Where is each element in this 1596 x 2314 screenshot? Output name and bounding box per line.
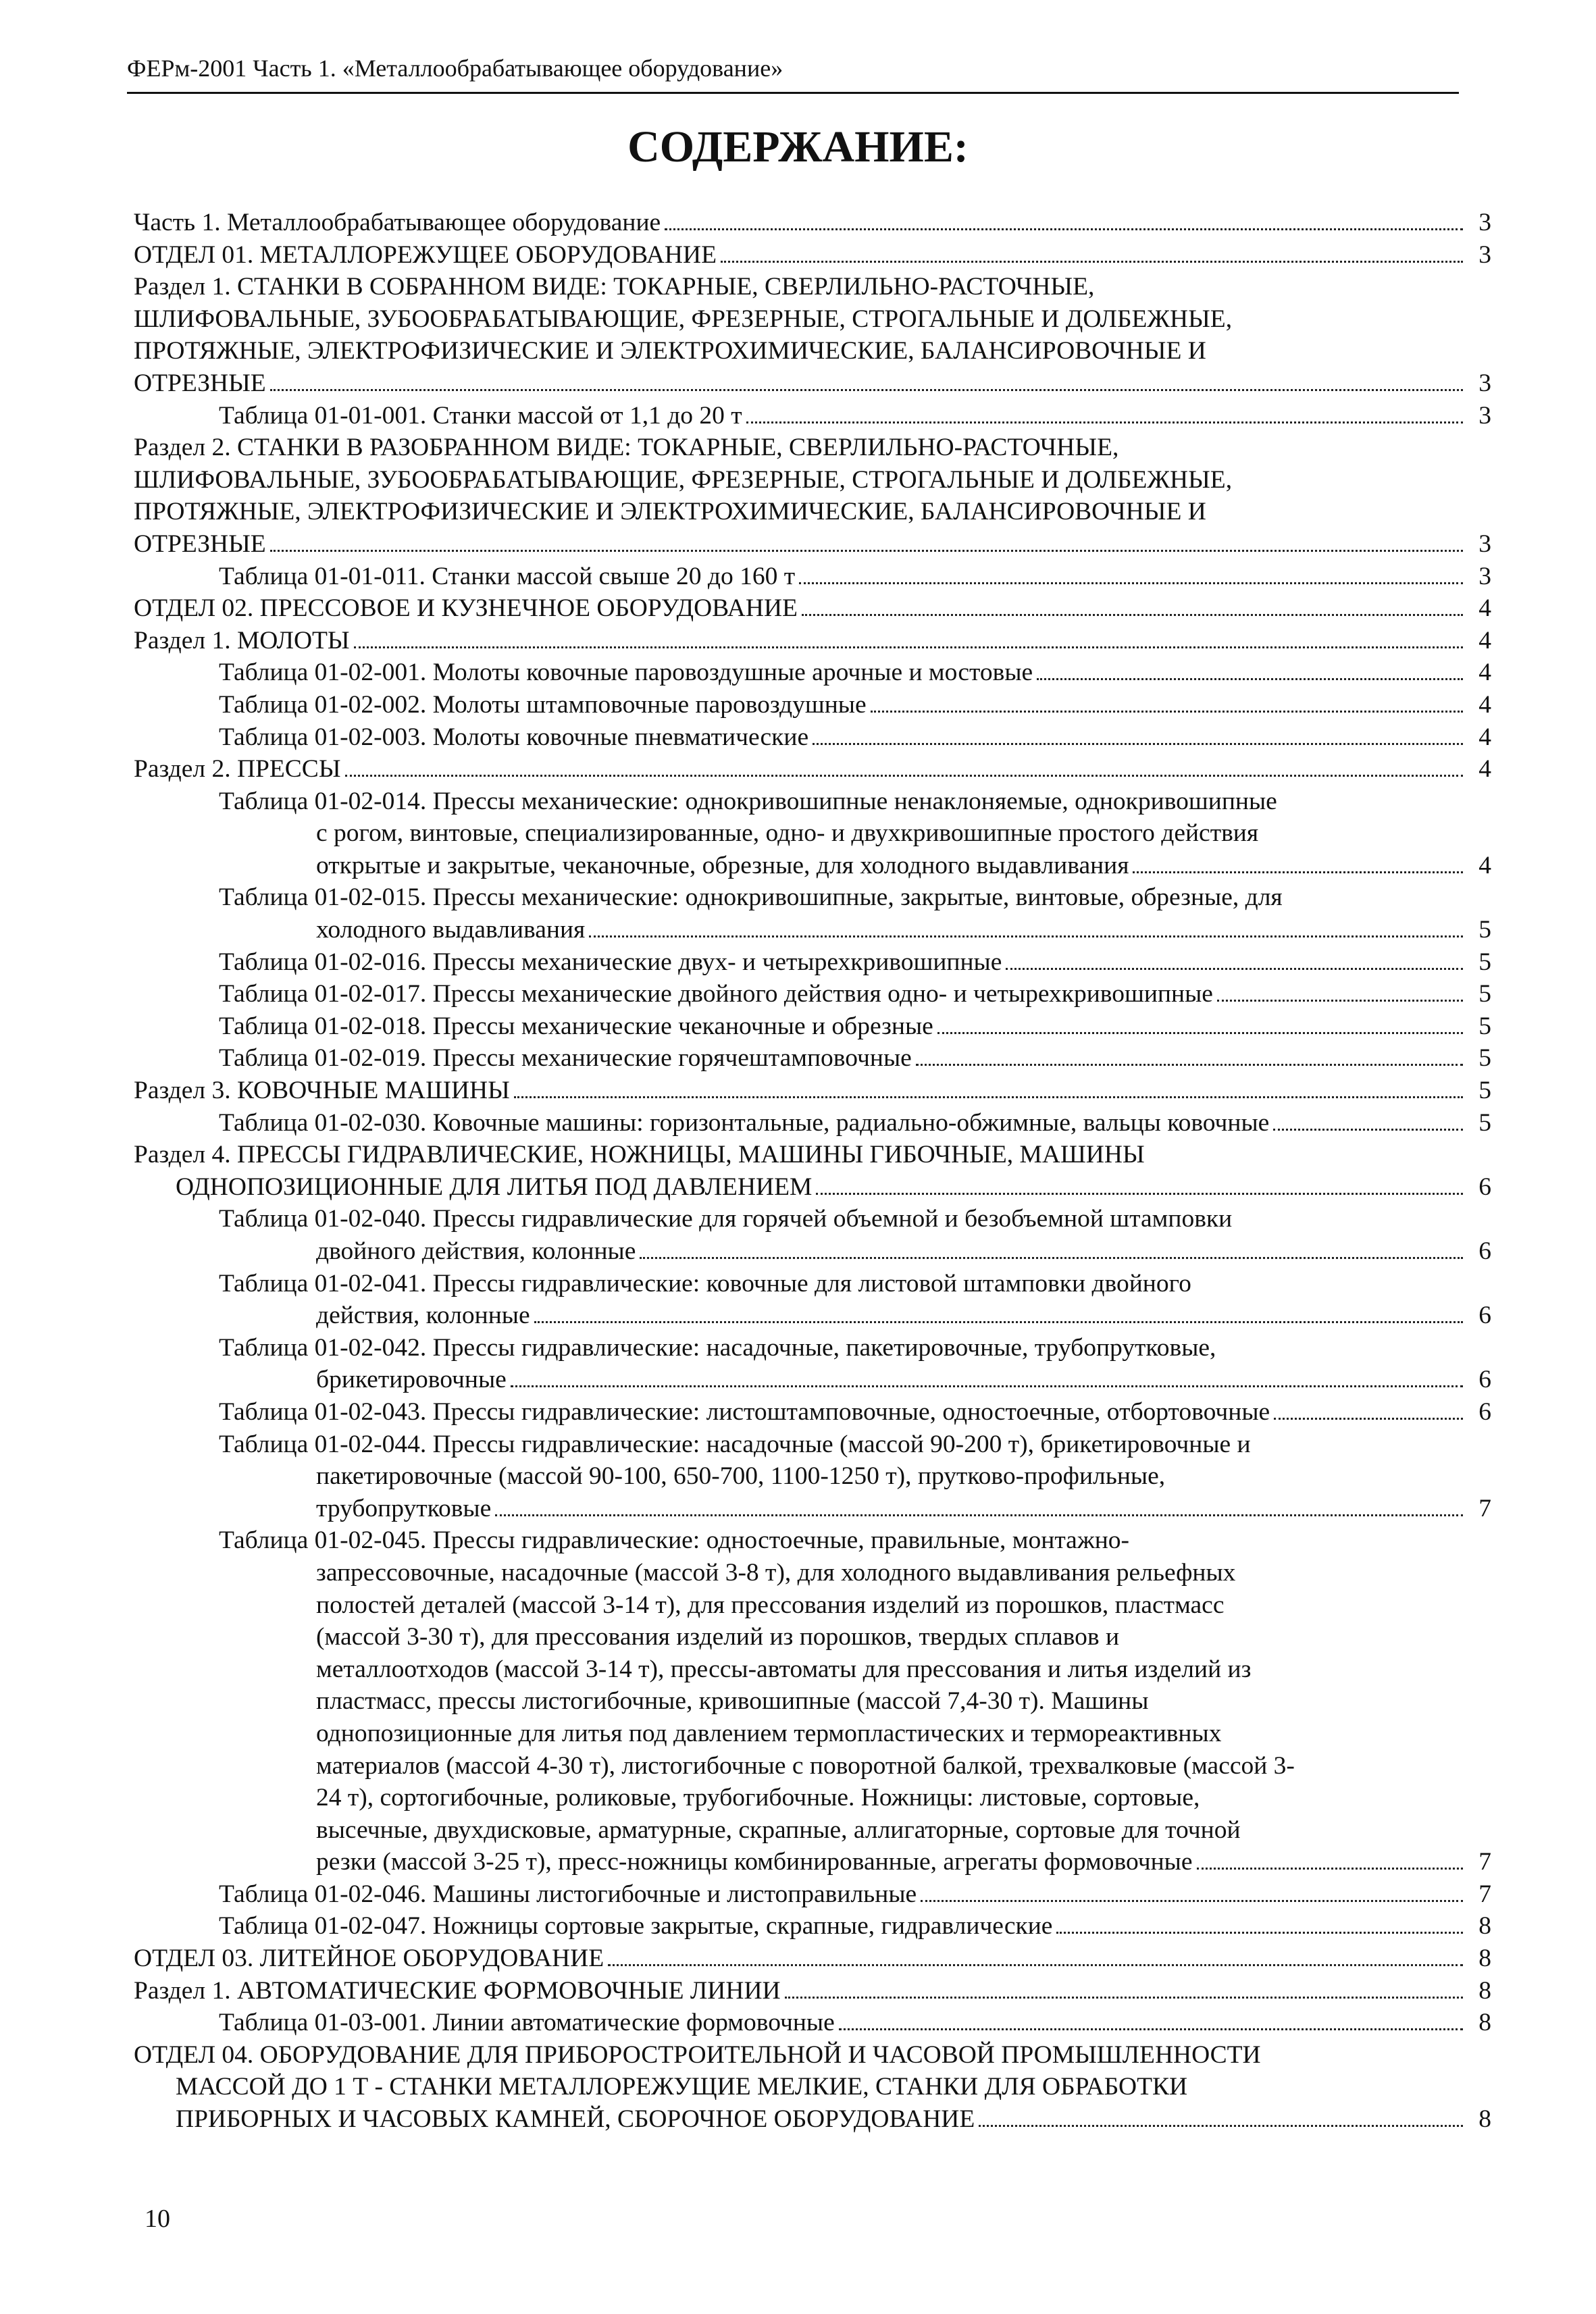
toc-entry-text-line: Раздел 1. СТАНКИ В СОБРАННОМ ВИДЕ: ТОКАРНЫЕ, СВЕРЛИЛЬНО-РАСТОЧНЫЕ, <box>134 273 1095 301</box>
toc-page-number: 3 <box>1478 240 1491 269</box>
toc-page-number: 5 <box>1478 980 1491 1008</box>
toc-page-number: 3 <box>1478 209 1491 236</box>
toc-page-number: 7 <box>1478 1880 1491 1908</box>
toc-page-number: 7 <box>1478 1848 1491 1876</box>
toc-entry-text-line: открытые и закрытые, чеканочные, обрезные, для холодного выдавливания <box>316 851 1129 879</box>
toc-page-number: 4 <box>1478 851 1491 879</box>
toc-entry-text-line: Раздел 2. ПРЕССЫ <box>134 755 341 783</box>
toc-entry-text-line: ОТРЕЗНЫЕ <box>134 530 266 558</box>
toc-table-entry[interactable] <box>219 1203 1491 1267</box>
toc-table-entry[interactable] <box>219 657 1491 689</box>
toc-entry-text-line: с рогом, винтовые, специализированные, одно- и двухкривошипные простого действия <box>316 819 1259 848</box>
toc-entry-text-line: Таблица 01-02-001. Молоты ковочные паровоздушные арочные и мостовые <box>219 659 1033 687</box>
toc-page-number: 3 <box>1478 369 1491 397</box>
toc-entry-text-line: Таблица 01-02-015. Прессы механические: однокривошипные, закрытые, винтовые, обрезные, для <box>219 883 1283 912</box>
toc-page-number: 4 <box>1478 723 1491 751</box>
toc-title: СОДЕРЖАНИЕ: <box>627 122 969 172</box>
dot-leader <box>354 630 1463 648</box>
dot-leader <box>802 598 1463 616</box>
dot-leader <box>1006 952 1463 969</box>
dot-leader <box>746 405 1463 423</box>
toc-entry-text-line: однопозиционные для литья под давлением термопластических и термореактивных <box>316 1719 1222 1747</box>
toc-page-number: 5 <box>1478 916 1491 944</box>
toc-page-number: 4 <box>1478 690 1491 719</box>
toc-page-number: 8 <box>1478 1912 1491 1940</box>
toc-page-number: 3 <box>1478 530 1491 558</box>
dot-leader <box>816 1177 1463 1195</box>
dot-leader <box>916 1048 1463 1066</box>
toc-table-entry[interactable] <box>219 1268 1491 1332</box>
toc-entry-text-line: Раздел 1. МОЛОТЫ <box>134 626 350 654</box>
toc-page-number: 6 <box>1478 1397 1491 1426</box>
toc-entry-text-line: Таблица 01-02-017. Прессы механические двойного действия одно- и четырехкривошипные <box>219 980 1213 1008</box>
toc-entry-text-line: ОТДЕЛ 03. ЛИТЕЙНОЕ ОБОРУДОВАНИЕ <box>134 1945 604 1973</box>
dot-leader <box>813 727 1463 744</box>
toc-table-entry[interactable] <box>219 1107 1491 1139</box>
dot-leader <box>979 2109 1463 2127</box>
toc-page-number: 4 <box>1478 626 1491 654</box>
toc-entry-text-line: Раздел 1. АВТОМАТИЧЕСКИЕ ФОРМОВОЧНЫЕ ЛИНИИ <box>134 1976 781 2005</box>
toc-table-entry[interactable] <box>219 1332 1491 1396</box>
toc-table-entry[interactable] <box>219 946 1491 979</box>
toc-entry-text-line: Таблица 01-01-011. Станки массой свыше 20 до 160 т <box>219 562 796 590</box>
toc-page-number: 4 <box>1478 594 1491 623</box>
toc-entry-text-line: ПРОТЯЖНЫЕ, ЭЛЕКТРОФИЗИЧЕСКИЕ И ЭЛЕКТРОХИМИЧЕСКИЕ, БАЛАНСИРОВОЧНЫЕ И <box>134 337 1206 365</box>
toc-entry-text-line: пакетировочные (массой 90-100, 650-700, 1100-1250 т), прутково-профильные, <box>316 1462 1166 1491</box>
toc-entry-text-line: Таблица 01-03-001. Линии автоматические формовочные <box>219 2009 835 2037</box>
toc-page-number: 8 <box>1478 2105 1491 2134</box>
toc-table-entry[interactable] <box>219 1429 1491 1525</box>
toc-entry-text-line: Таблица 01-02-018. Прессы механические чеканочные и обрезные <box>219 1012 933 1040</box>
toc-entry-text-line: Таблица 01-02-003. Молоты ковочные пневматические <box>219 723 809 751</box>
dot-leader <box>511 1370 1463 1387</box>
toc-entry-text-line: Раздел 3. КОВОЧНЫЕ МАШИНЫ <box>134 1077 510 1105</box>
toc-entry-text-line: Таблица 01-02-042. Прессы гидравлические: насадочные, пакетировочные, трубопрутковые, <box>219 1333 1216 1362</box>
toc-entry-text-line: холодного выдавливания <box>316 916 586 944</box>
dot-leader <box>839 2013 1463 2030</box>
toc-page-number: 5 <box>1478 1077 1491 1105</box>
toc-entry-text-line: резки (массой 3-25 т), пресс-ножницы комбинированные, агрегаты формовочные <box>316 1848 1193 1876</box>
toc-entry-text-line: Таблица 01-02-016. Прессы механические двух- и четырехкривошипные <box>219 948 1002 976</box>
toc-page-number: 3 <box>1478 562 1491 590</box>
toc-page-number: 6 <box>1478 1237 1491 1265</box>
toc-section-entry[interactable] <box>134 239 1491 272</box>
toc-entry-text-line: Раздел 2. СТАНКИ В РАЗОБРАННОМ ВИДЕ: ТОКАРНЫЕ, СВЕРЛИЛЬНО-РАСТОЧНЫЕ, <box>134 434 1119 462</box>
toc-table-entry[interactable] <box>219 1042 1491 1075</box>
toc-entry-text-line: ОТДЕЛ 02. ПРЕССОВОЕ И КУЗНЕЧНОЕ ОБОРУДОВАНИЕ <box>134 594 798 623</box>
dot-leader <box>1274 1402 1463 1420</box>
toc-entry-text-line: материалов (массой 4-30 т), листогибочные с поворотной балкой, трехвалковые (массой 3- <box>316 1751 1295 1780</box>
toc-page-number: 8 <box>1478 1945 1491 1973</box>
toc-table-entry[interactable] <box>219 1878 1491 1911</box>
toc-page-number: 3 <box>1478 401 1491 430</box>
toc-entry-text-line: Таблица 01-02-043. Прессы гидравлические: листоштамповочные, одностоечные, отбортовочные <box>219 1397 1270 1426</box>
toc-page-number: 6 <box>1478 1302 1491 1330</box>
toc-entry-text-line: высечные, двухдисковые, арматурные, скрапные, аллигаторные, сортовые для точной <box>316 1816 1241 1844</box>
toc-entry-text-line: Таблица 01-02-044. Прессы гидравлические: насадочные (массой 90-200 т), брикетировочные и <box>219 1430 1251 1458</box>
toc-entry-text-line: Таблица 01-02-040. Прессы гидравлические для горячей объемной и безобъемной штамповки <box>219 1205 1233 1233</box>
toc-entry-text-line: ШЛИФОВАЛЬНЫЕ, ЗУБООБРАБАТЫВАЮЩИЕ, ФРЕЗЕРНЫЕ, СТРОГАЛЬНЫЕ И ДОЛБЕЖНЫЕ, <box>134 305 1233 333</box>
toc-page-number: 6 <box>1478 1366 1491 1394</box>
toc-entry-text-line: металлоотходов (массой 3-14 т), прессы-автоматы для прессования и литья изделий из <box>316 1655 1252 1683</box>
toc-entry-text-line: 24 т), сортогибочные, роликовые, трубогибочные. Ножницы: листовые, сортовые, <box>316 1784 1200 1812</box>
dot-leader <box>1133 856 1463 873</box>
dot-leader <box>270 374 1463 391</box>
dot-leader <box>608 1949 1463 1966</box>
toc-section-entry[interactable] <box>134 753 1491 786</box>
toc-entry-text-line: двойного действия, колонные <box>316 1237 636 1265</box>
toc-section-entry[interactable] <box>134 432 1491 560</box>
toc-table-entry[interactable] <box>219 978 1491 1010</box>
toc-table-entry[interactable] <box>219 2007 1491 2039</box>
toc-entry-text-line: ПРОТЯЖНЫЕ, ЭЛЕКТРОФИЗИЧЕСКИЕ И ЭЛЕКТРОХИМИЧЕСКИЕ, БАЛАНСИРОВОЧНЫЕ И <box>134 498 1206 526</box>
toc-entry-text-line: Раздел 4. ПРЕССЫ ГИДРАВЛИЧЕСКИЕ, НОЖНИЦЫ, МАШИНЫ ГИБОЧНЫЕ, МАШИНЫ <box>134 1141 1145 1169</box>
toc-entry-text-line: (массой 3-30 т), для прессования изделий из порошков, твердых сплавов и <box>316 1623 1120 1651</box>
toc-table-entry[interactable] <box>219 1396 1491 1429</box>
toc-section-entry[interactable] <box>134 207 1491 239</box>
toc-page-number: 5 <box>1478 1044 1491 1073</box>
toc-page-number: 8 <box>1478 1976 1491 2005</box>
table-of-contents <box>134 207 1491 2136</box>
toc-section-entry[interactable] <box>134 2039 1491 2136</box>
toc-table-entry[interactable] <box>219 721 1491 754</box>
toc-entry-text-line: Таблица 01-02-002. Молоты штамповочные паровоздушные <box>219 690 867 719</box>
dot-leader <box>1197 1852 1464 1870</box>
toc-table-entry[interactable] <box>219 1910 1491 1943</box>
toc-page-number: 5 <box>1478 1012 1491 1040</box>
toc-entry-text-line: Таблица 01-02-041. Прессы гидравлические: ковочные для листовой штамповки двойного <box>219 1269 1191 1297</box>
dot-leader <box>785 1980 1463 1998</box>
page-number: 10 <box>145 2205 170 2233</box>
toc-entry-text-line: запрессовочные, насадочные (массой 3-8 т), для холодного выдавливания рельефных <box>316 1558 1236 1587</box>
toc-table-entry[interactable] <box>219 400 1491 432</box>
toc-entry-text-line: ОТДЕЛ 04. ОБОРУДОВАНИЕ ДЛЯ ПРИБОРОСТРОИТЕЛЬНОЙ И ЧАСОВОЙ ПРОМЫШЛЕННОСТИ <box>134 2040 1261 2069</box>
toc-entry-text-line: трубопрутковые <box>316 1494 492 1522</box>
toc-entry-text-line: ОДНОПОЗИЦИОННЫЕ ДЛЯ ЛИТЬЯ ПОД ДАВЛЕНИЕМ <box>176 1173 813 1201</box>
toc-entry-text-line: Часть 1. Металлообрабатывающее оборудование <box>134 209 661 236</box>
toc-page-number: 5 <box>1478 1108 1491 1137</box>
dot-leader <box>514 1081 1463 1098</box>
dot-leader <box>589 920 1463 937</box>
toc-section-entry[interactable] <box>134 1975 1491 2007</box>
toc-entry-text-line: ПРИБОРНЫХ И ЧАСОВЫХ КАМНЕЙ, СБОРОЧНОЕ ОБОРУДОВАНИЕ <box>176 2105 975 2134</box>
toc-page-number: 4 <box>1478 755 1491 783</box>
running-header: ФЕРм-2001 Часть 1. «Металлообрабатывающее оборудование» <box>127 55 783 82</box>
toc-page-number: 8 <box>1478 2009 1491 2037</box>
dot-leader <box>640 1241 1463 1259</box>
toc-section-entry[interactable] <box>134 625 1491 657</box>
toc-entry-text-line: Таблица 01-02-046. Машины листогибочные и листоправильные <box>219 1880 917 1908</box>
toc-entry-text-line: Таблица 01-02-047. Ножницы сортовые закрытые, скрапные, гидравлические <box>219 1912 1053 1940</box>
toc-section-entry[interactable] <box>134 592 1491 625</box>
dot-leader <box>665 213 1463 230</box>
toc-entry-text-line: Таблица 01-02-030. Ковочные машины: горизонтальные, радиально-обжимные, вальцы ковочные <box>219 1108 1270 1137</box>
toc-entry-text-line: ОТРЕЗНЫЕ <box>134 369 266 397</box>
dot-leader <box>1273 1112 1463 1130</box>
toc-table-entry[interactable] <box>219 881 1491 946</box>
toc-section-entry[interactable] <box>134 1139 1491 1203</box>
toc-section-entry[interactable] <box>134 1943 1491 1975</box>
toc-entry-text-line: действия, колонные <box>316 1302 530 1330</box>
toc-table-entry[interactable] <box>219 1524 1491 1878</box>
dot-leader <box>270 534 1463 552</box>
dot-leader <box>937 1017 1463 1034</box>
toc-entry-text-line: ОТДЕЛ 01. МЕТАЛЛОРЕЖУЩЕЕ ОБОРУДОВАНИЕ <box>134 240 717 269</box>
toc-table-entry[interactable] <box>219 786 1491 882</box>
dot-leader <box>871 695 1463 713</box>
toc-entry-text-line: ШЛИФОВАЛЬНЫЕ, ЗУБООБРАБАТЫВАЮЩИЕ, ФРЕЗЕРНЫЕ, СТРОГАЛЬНЫЕ И ДОЛБЕЖНЫЕ, <box>134 465 1233 494</box>
dot-leader <box>534 1306 1463 1323</box>
toc-section-entry[interactable] <box>134 1075 1491 1107</box>
toc-entry-text-line: МАССОЙ ДО 1 Т - СТАНКИ МЕТАЛЛОРЕЖУЩИЕ МЕЛКИЕ, СТАНКИ ДЛЯ ОБРАБОТКИ <box>176 2073 1188 2101</box>
dot-leader <box>1056 1916 1463 1934</box>
toc-page-number: 4 <box>1478 659 1491 687</box>
toc-entry-text-line: брикетировочные <box>316 1366 507 1394</box>
toc-entry-text-line: Таблица 01-02-019. Прессы механические горячештамповочные <box>219 1044 912 1073</box>
toc-entry-text-line: полостей деталей (массой 3-14 т), для прессования изделий из порошков, пластмасс <box>316 1591 1225 1619</box>
toc-entry-text-line: Таблица 01-02-045. Прессы гидравлические: одностоечные, правильные, монтажно- <box>219 1526 1130 1555</box>
toc-table-entry[interactable] <box>219 561 1491 593</box>
toc-entry-text-line: Таблица 01-01-001. Станки массой от 1,1 до 20 т <box>219 401 742 430</box>
dot-leader <box>721 245 1463 262</box>
toc-table-entry[interactable] <box>219 1010 1491 1043</box>
dot-leader <box>495 1499 1463 1516</box>
toc-page-number: 5 <box>1478 948 1491 976</box>
toc-page-number: 6 <box>1478 1173 1491 1201</box>
dot-leader <box>345 759 1463 777</box>
dot-leader <box>799 566 1463 584</box>
dot-leader <box>1037 663 1463 680</box>
header-rule <box>127 92 1459 94</box>
dot-leader <box>1217 984 1463 1002</box>
toc-table-entry[interactable] <box>219 689 1491 721</box>
toc-entry-text-line: пластмасс, прессы листогибочные, кривошипные (массой 7,4-30 т). Машины <box>316 1687 1149 1716</box>
toc-page-number: 7 <box>1478 1494 1491 1522</box>
toc-section-entry[interactable] <box>134 271 1491 399</box>
toc-entry-text-line: Таблица 01-02-014. Прессы механические: однокривошипные ненаклоняемые, однокривошипные <box>219 787 1277 815</box>
dot-leader <box>921 1884 1463 1902</box>
